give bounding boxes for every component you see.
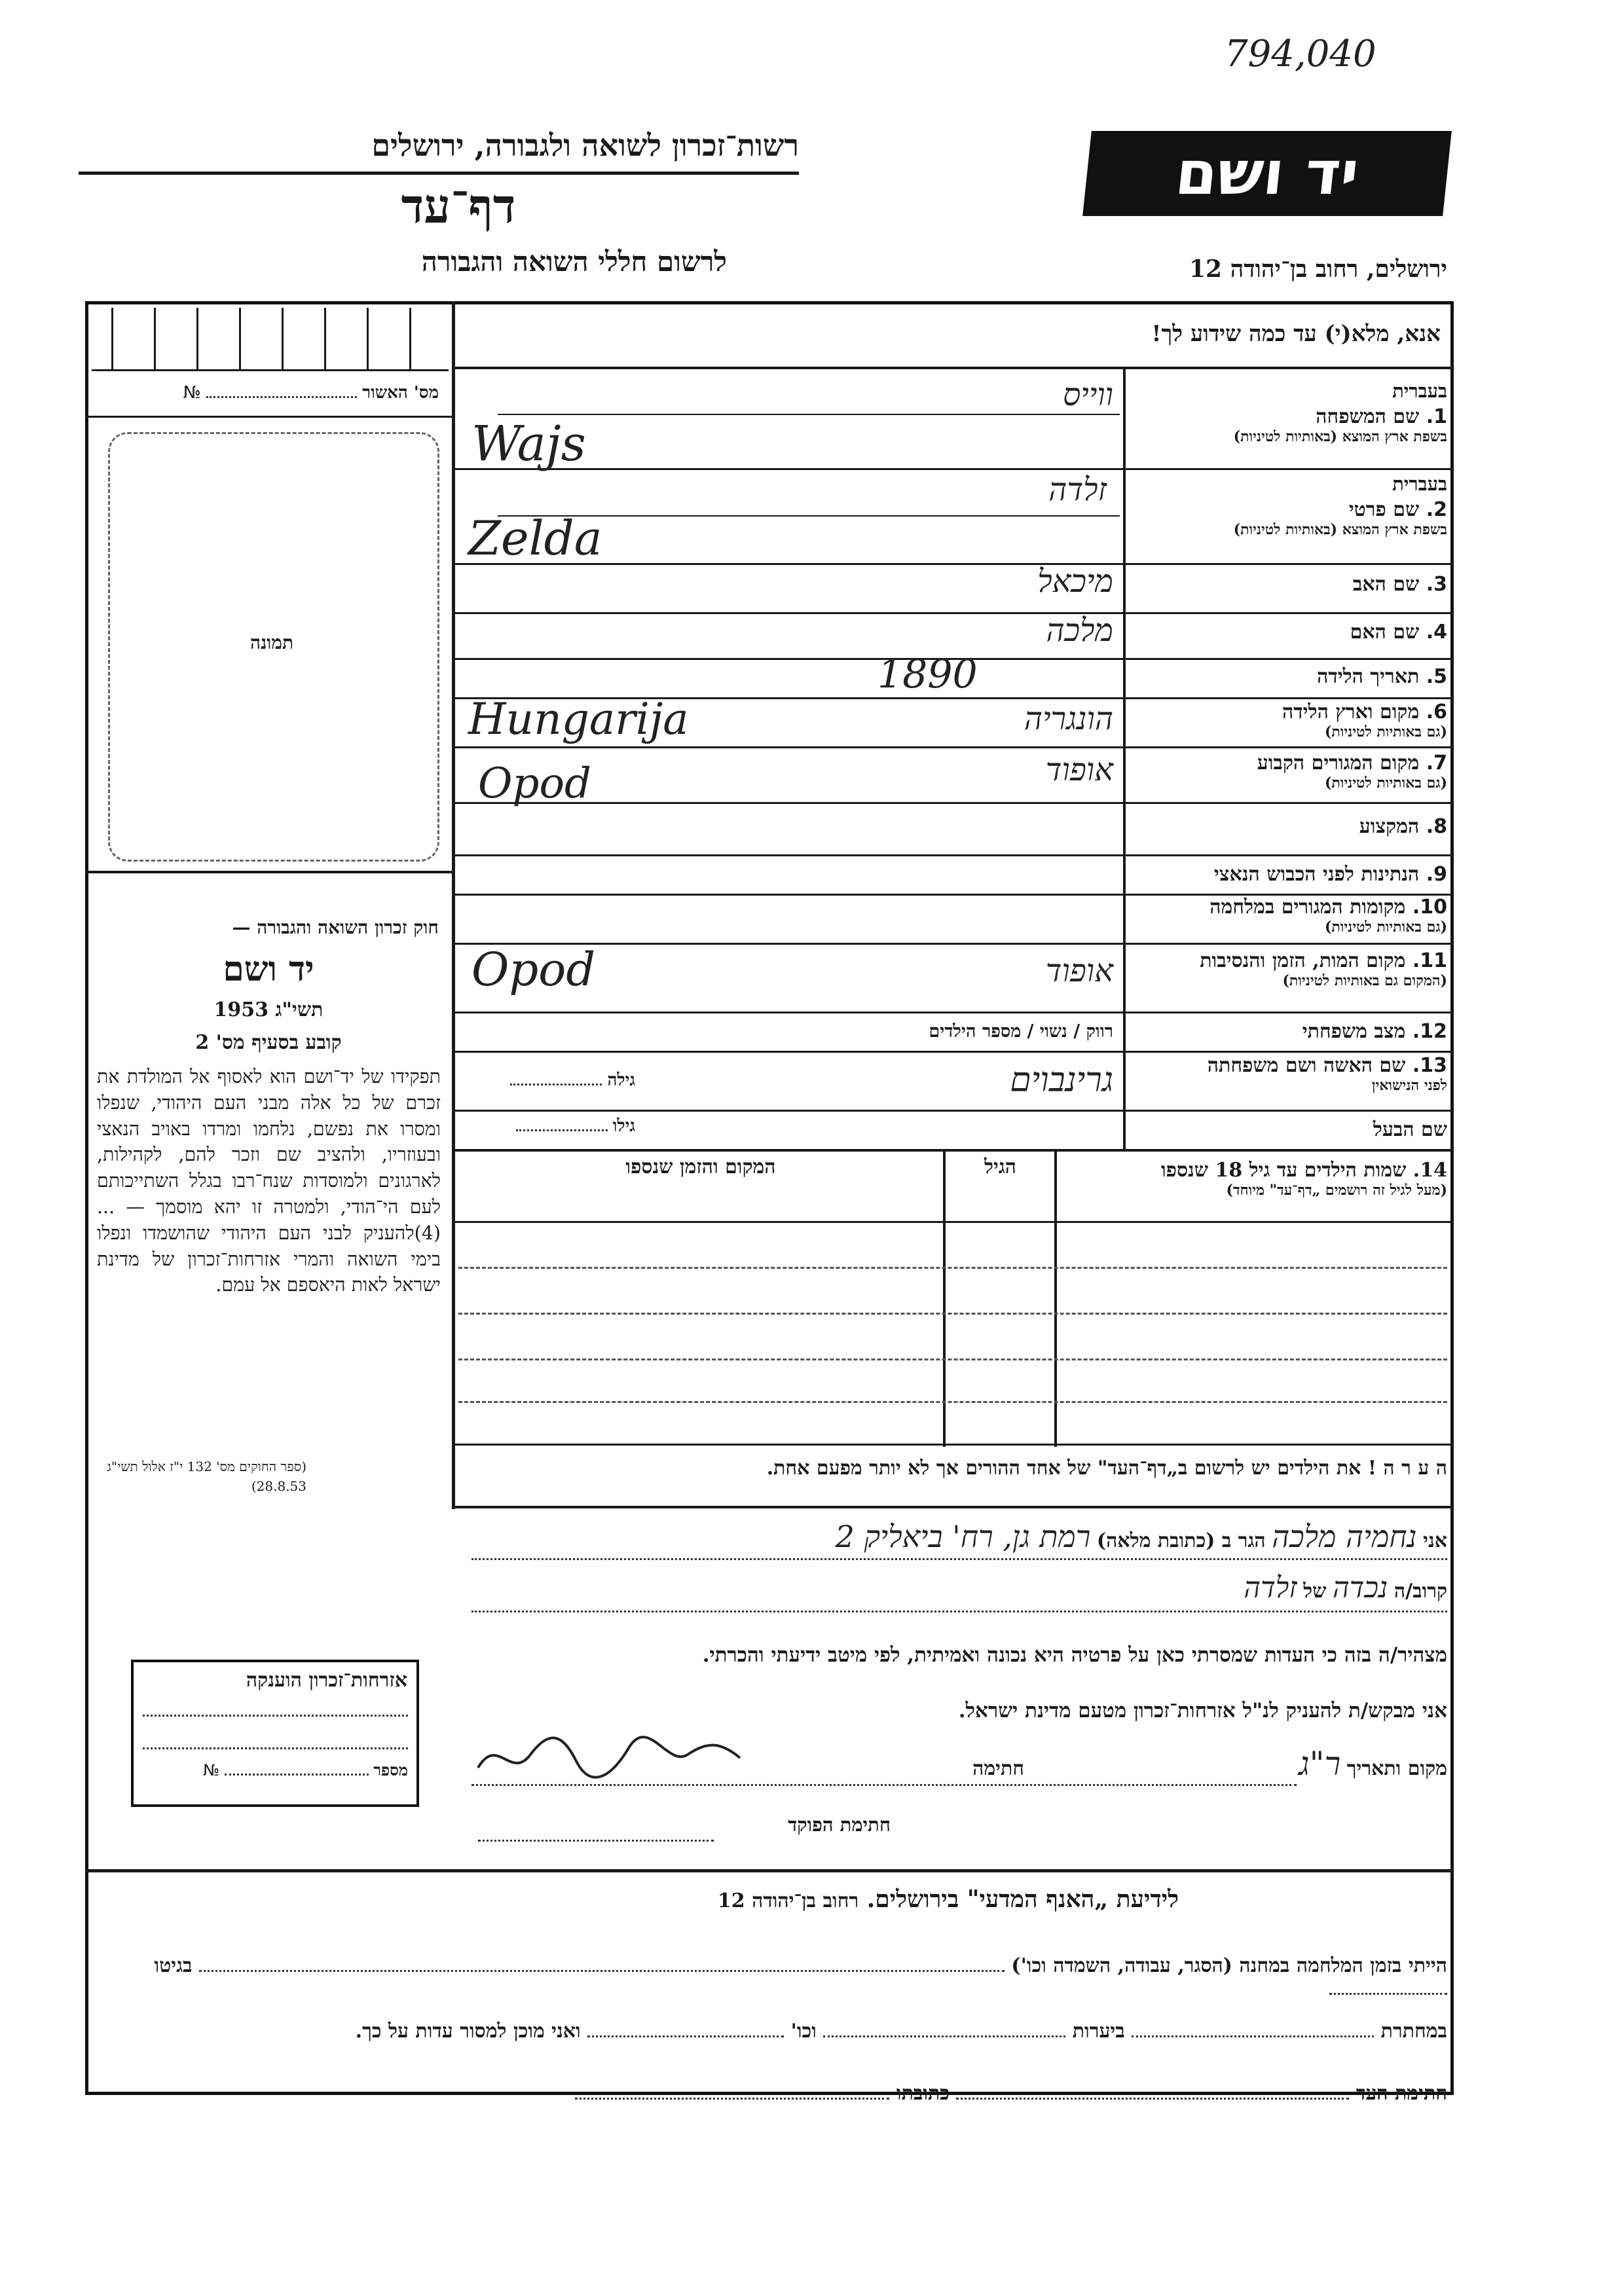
value-residence-latin: Opod <box>478 759 591 808</box>
address: ירושלים, רחוב בן־יהודה 12 <box>1189 255 1447 283</box>
field-wife-name: 13. שם האשה ושם משפחתה לפני הנישואין <box>1207 1054 1447 1094</box>
field-residence: 7. מקום המגורים הקבוע (גם באותיות לטיניות) <box>1257 752 1447 792</box>
note: ה ע ר ה ! את הילדים יש לרשום ב„דף־העד" של אחד ההורים אך לא יותר מפעם אחת. <box>766 1457 1447 1480</box>
children-row <box>458 1358 1447 1360</box>
approval-number: מס' האשור № <box>183 383 439 403</box>
field-place-of-death: 11. מקום המות, הזמן והנסיבות (המקום גם באותיות לטיניות) <box>1200 949 1447 989</box>
value-wife-name: גרינבוים <box>1010 1061 1113 1100</box>
field-profession: 8. המקצוע <box>1359 815 1447 838</box>
ticks-box <box>92 308 449 370</box>
footer-title: לידיעת „האנף המדעי" בירושלים. רחוב בן־יהודה 12 <box>717 1886 1179 1913</box>
value-family-name-heb: ווייס <box>1062 376 1113 413</box>
declaration-statement: מצהיר/ה בזה כי העדות שמסרתי כאן על פרטיה היא נכונה ואמיתית, לפי מיטב ידיעתי והכרתי. <box>702 1643 1447 1667</box>
declaration-request: אני מבקש/ת להעניק לנ"ל אזרחות־זכרון מטעם מדינת ישראל. <box>958 1699 1447 1722</box>
children-place-header: המקום והזמן שנספו <box>625 1156 776 1178</box>
citizenship-box: אזרחות־זכרון הוענקה מספר № <box>131 1660 419 1807</box>
value-residence-heb: אופוד <box>1045 752 1113 788</box>
children-row <box>458 1267 1447 1269</box>
place-date-signature: מקום ותאריך ר"ג חתימה <box>972 1745 1447 1783</box>
yad-vashem-logo: יד ושם <box>1082 131 1452 216</box>
field-marital-status: 12. מצב משפחתי <box>1302 1020 1447 1043</box>
field-family-name: בעברית 1. שם המשפחה בשפת ארץ המוצא (באותיות לטיניות) <box>1233 380 1447 445</box>
law-year: תשי"ג 1953 <box>213 998 323 1021</box>
children-header: 14. שמות הילדים עד גיל 18 שנספו (מעל לגיל זה רושמים „דף־עד" מיוחד) <box>1160 1159 1447 1199</box>
form-title: דף־עד <box>401 178 516 234</box>
value-father-name: מיכאל <box>1037 563 1113 600</box>
value-mother-name: מלכה <box>1046 612 1113 649</box>
field-birth-date: 5. תאריך הלידה <box>1317 665 1447 688</box>
declaration-line-1: אני נחמיה מלכה הגר ב (כתובת מלאה) רמת גן, רח' ביאליק 2 <box>835 1519 1447 1554</box>
field-father-name: 3. שם האב <box>1352 573 1447 596</box>
husband-age: גילו <box>465 1116 635 1136</box>
intro-text: אנא, מלא(י) עד כמה שידוע לך! <box>1151 321 1441 347</box>
law-reference: (ספר החוקים מס' 132 י"ז אלול תשי"ג 28.8.53) <box>107 1459 306 1494</box>
photo-label: תמונה <box>249 632 294 653</box>
value-place-of-death-latin: Opod <box>471 943 596 996</box>
signature-icon <box>471 1722 747 1794</box>
footer-line-1: הייתי בזמן המלחמה במחנה (הסגר, עבודה, השמדה וכו') בגיטו <box>105 1954 1447 2000</box>
field-birthplace: 6. מקום וארץ הלידה (גם באותיות לטיניות) <box>1282 701 1447 740</box>
law-title: חוק זכרון השואה והגבורה — <box>232 917 439 938</box>
footer-line-3: חתימת העד כתובתו <box>458 2082 1447 2105</box>
official-signature: חתימת הפוקד <box>788 1813 891 1836</box>
field-citizenship: 9. הנתינות לפני הכבוש הנאצי <box>1213 863 1447 886</box>
law-name: יד ושם <box>223 949 314 989</box>
value-marital-status: רווק / נשוי / מספר הילדים <box>929 1021 1113 1042</box>
value-place-of-death-heb: אופוד <box>1045 953 1113 989</box>
authority-name: רשות־זכרון לשואה ולגבורה, ירושלים <box>371 128 799 163</box>
wife-age: גילה <box>465 1070 635 1090</box>
value-first-name-heb: זלדה <box>1048 471 1107 508</box>
form-subtitle: לרשום חללי השואה והגבורה <box>421 246 727 278</box>
field-mother-name: 4. שם האם <box>1350 621 1447 644</box>
value-birthplace-latin: Hungarija <box>468 694 689 744</box>
field-first-name: בעברית 2. שם פרטי בשפת ארץ המוצא (באותיות לטיניות) <box>1233 473 1447 538</box>
footer-line-2: במחתרת ביערות וכו' ואני מוכן למסור עדות על כך. <box>355 2020 1447 2043</box>
value-birthplace-heb: הונגריה <box>1024 701 1113 737</box>
law-section: קובע בסעיף מס' 2 <box>195 1031 342 1054</box>
field-wartime-residence: 10. מקומות המגורים במלחמה (גם באותיות לטיניות) <box>1209 896 1447 936</box>
declaration-line-2: קרוב/ה נכדה של זלדה <box>1244 1571 1447 1605</box>
children-age-header: הגיל <box>984 1156 1017 1178</box>
field-husband-name: שם הבעל <box>1373 1118 1447 1141</box>
children-row <box>458 1313 1447 1315</box>
value-first-name-latin: Zelda <box>468 511 602 566</box>
law-body: תפקידו של יד־ושם הוא לאסוף אל המולדת את זכרם של כל אלה מבני העם היהודי, שנפלו ומסרו את נפשם, נלחמו ומרדו באויב הנאצי ובעוזריו, ולהציב שם וזכר להם, לקהילות, לארגונים ולמוסדות שנח־רבו בגלל השתייכותם לעם הי־הודי, ולמטרה זו יהא מוסמך — ...(4)להעניק לבני העם היהודי שהושמדו ונפלו בימי השואה והמרי אזרחות־זכרון של מדינת ישראל לאות היאספם אל עמם. <box>97 1066 441 1296</box>
value-family-name-latin: Wajs <box>471 416 586 472</box>
archive-number: 794,040 <box>1225 33 1376 75</box>
children-row <box>458 1401 1447 1403</box>
value-birth-date: 1890 <box>877 651 978 697</box>
